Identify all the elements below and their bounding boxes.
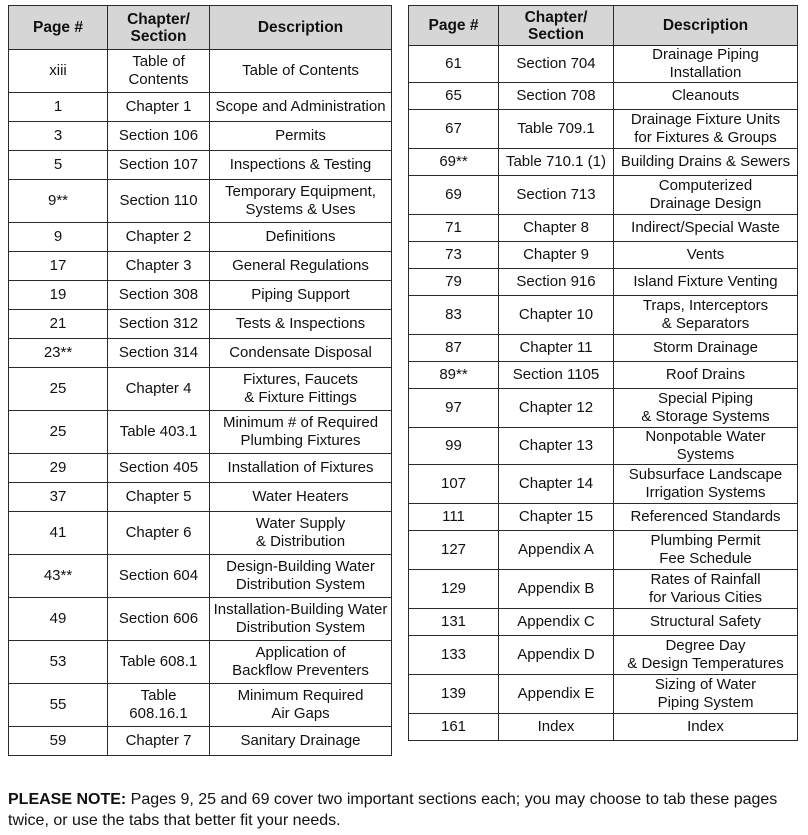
page-cell: 111: [409, 504, 499, 531]
table-row: [409, 531, 798, 570]
table-row: [409, 215, 798, 242]
table-row: [409, 46, 798, 83]
table-row: [9, 368, 392, 411]
page-cell: 9: [9, 223, 108, 252]
table-row: [409, 83, 798, 110]
page-cell: 161: [409, 714, 499, 741]
page-cell: 23**: [9, 339, 108, 368]
chapter-cell: Section 312: [108, 310, 210, 339]
chapter-cell: Appendix E: [499, 675, 614, 714]
page-cell: 71: [409, 215, 499, 242]
description-cell: Water Heaters: [210, 483, 392, 512]
chapter-cell: Section 110: [108, 180, 210, 223]
chapter-cell: Section 308: [108, 281, 210, 310]
page-cell: 9**: [9, 180, 108, 223]
page-cell: 49: [9, 598, 108, 641]
description-cell: Piping Support: [210, 281, 392, 310]
description-cell: Computerized Drainage Design: [614, 176, 798, 215]
description-cell: Condensate Disposal: [210, 339, 392, 368]
chapter-cell: Section 916: [499, 269, 614, 296]
page-cell: 139: [409, 675, 499, 714]
header-chapter: Chapter/ Section: [108, 6, 210, 50]
description-cell: Fixtures, Faucets & Fixture Fittings: [210, 368, 392, 411]
chapter-cell: Appendix C: [499, 609, 614, 636]
description-cell: Application of Backflow Preventers: [210, 641, 392, 684]
page-cell: 29: [9, 454, 108, 483]
table-row: [9, 598, 392, 641]
table-row: [409, 110, 798, 149]
description-cell: Inspections & Testing: [210, 151, 392, 180]
header-chapter: Chapter/ Section: [499, 6, 614, 46]
description-cell: Rates of Rainfall for Various Cities: [614, 570, 798, 609]
description-cell: Plumbing Permit Fee Schedule: [614, 531, 798, 570]
page-cell: 25: [9, 411, 108, 454]
page-cell: 1: [9, 93, 108, 122]
chapter-cell: Section 604: [108, 555, 210, 598]
page-cell: 127: [409, 531, 499, 570]
description-cell: Degree Day & Design Temperatures: [614, 636, 798, 675]
table-row: [409, 362, 798, 389]
chapter-cell: Table 608.1: [108, 641, 210, 684]
table-row: [9, 641, 392, 684]
header-page: Page #: [9, 6, 108, 50]
header-description: Description: [614, 6, 798, 46]
description-cell: Installation-Building Water Distribution System: [210, 598, 392, 641]
chapter-cell: Chapter 1: [108, 93, 210, 122]
chapter-cell: Appendix A: [499, 531, 614, 570]
page-cell: 69: [409, 176, 499, 215]
header-row: [409, 6, 798, 46]
header-row: [9, 6, 392, 50]
page-cell: 131: [409, 609, 499, 636]
chapter-cell: Table of Contents: [108, 50, 210, 93]
description-cell: Nonpotable Water Systems: [614, 428, 798, 465]
description-cell: Roof Drains: [614, 362, 798, 389]
page-cell: 87: [409, 335, 499, 362]
chapter-cell: Chapter 7: [108, 727, 210, 756]
page-cell: 5: [9, 151, 108, 180]
page-cell: 37: [9, 483, 108, 512]
page-cell: 61: [409, 46, 499, 83]
page-cell: 99: [409, 428, 499, 465]
page-cell: 21: [9, 310, 108, 339]
table-row: [409, 714, 798, 741]
table-row: [409, 504, 798, 531]
table-row: [9, 684, 392, 727]
description-cell: Building Drains & Sewers: [614, 149, 798, 176]
table-row: [409, 570, 798, 609]
description-cell: Index: [614, 714, 798, 741]
table-row: [409, 609, 798, 636]
page-cell: 69**: [409, 149, 499, 176]
page-cell: 55: [9, 684, 108, 727]
table-row: [409, 636, 798, 675]
header-page: Page #: [409, 6, 499, 46]
description-cell: Referenced Standards: [614, 504, 798, 531]
chapter-cell: Chapter 4: [108, 368, 210, 411]
chapter-cell: Chapter 3: [108, 252, 210, 281]
chapter-cell: Section 704: [499, 46, 614, 83]
table-row: [9, 252, 392, 281]
description-cell: Permits: [210, 122, 392, 151]
page-cell: 25: [9, 368, 108, 411]
chapter-cell: Appendix B: [499, 570, 614, 609]
description-cell: Traps, Interceptors & Separators: [614, 296, 798, 335]
description-cell: Temporary Equipment, Systems & Uses: [210, 180, 392, 223]
note-text: Pages 9, 25 and 69 cover two important sections each; you may choose to tab these pages twice, or use the tabs that better fit your needs.: [8, 791, 778, 829]
left-index-table: [8, 5, 392, 756]
description-cell: Water Supply & Distribution: [210, 512, 392, 555]
page-cell: 43**: [9, 555, 108, 598]
table-row: [9, 483, 392, 512]
chapter-cell: Chapter 14: [499, 465, 614, 504]
chapter-cell: Chapter 6: [108, 512, 210, 555]
chapter-cell: Index: [499, 714, 614, 741]
table-row: [9, 122, 392, 151]
table-row: [9, 50, 392, 93]
page-cell: 19: [9, 281, 108, 310]
page-cell: 73: [409, 242, 499, 269]
chapter-cell: Chapter 5: [108, 483, 210, 512]
page-cell: xiii: [9, 50, 108, 93]
description-cell: Drainage Piping Installation: [614, 46, 798, 83]
description-cell: Drainage Fixture Units for Fixtures & Groups: [614, 110, 798, 149]
page-cell: 67: [409, 110, 499, 149]
chapter-cell: Chapter 15: [499, 504, 614, 531]
description-cell: Subsurface Landscape Irrigation Systems: [614, 465, 798, 504]
table-row: [409, 335, 798, 362]
description-cell: Design-Building Water Distribution System: [210, 555, 392, 598]
description-cell: Sizing of Water Piping System: [614, 675, 798, 714]
table-row: [9, 727, 392, 756]
description-cell: Vents: [614, 242, 798, 269]
table-row: [9, 310, 392, 339]
note-label: PLEASE NOTE:: [8, 791, 127, 808]
page-cell: 17: [9, 252, 108, 281]
description-cell: Indirect/Special Waste: [614, 215, 798, 242]
header-description: Description: [210, 6, 392, 50]
chapter-cell: Section 107: [108, 151, 210, 180]
chapter-cell: Section 106: [108, 122, 210, 151]
page-cell: 89**: [409, 362, 499, 389]
table-row: [9, 151, 392, 180]
description-cell: Island Fixture Venting: [614, 269, 798, 296]
table-row: [9, 555, 392, 598]
page-cell: 41: [9, 512, 108, 555]
table-row: [409, 465, 798, 504]
right-index-table: [408, 5, 798, 741]
table-row: [9, 281, 392, 310]
chapter-cell: Appendix D: [499, 636, 614, 675]
description-cell: Sanitary Drainage: [210, 727, 392, 756]
description-cell: Tests & Inspections: [210, 310, 392, 339]
table-row: [409, 269, 798, 296]
description-cell: Table of Contents: [210, 50, 392, 93]
table-row: [409, 242, 798, 269]
chapter-cell: Chapter 13: [499, 428, 614, 465]
description-cell: Scope and Administration: [210, 93, 392, 122]
description-cell: Cleanouts: [614, 83, 798, 110]
description-cell: Storm Drainage: [614, 335, 798, 362]
table-row: [9, 411, 392, 454]
table-row: [409, 675, 798, 714]
chapter-cell: Section 606: [108, 598, 210, 641]
chapter-cell: Table 710.1 (1): [499, 149, 614, 176]
chapter-cell: Chapter 8: [499, 215, 614, 242]
chapter-cell: Chapter 11: [499, 335, 614, 362]
page-cell: 129: [409, 570, 499, 609]
page-cell: 79: [409, 269, 499, 296]
page-cell: 107: [409, 465, 499, 504]
page-cell: 3: [9, 122, 108, 151]
description-cell: Structural Safety: [614, 609, 798, 636]
description-cell: General Regulations: [210, 252, 392, 281]
description-cell: Minimum # of Required Plumbing Fixtures: [210, 411, 392, 454]
page-cell: 53: [9, 641, 108, 684]
chapter-cell: Chapter 12: [499, 389, 614, 428]
chapter-cell: Section 314: [108, 339, 210, 368]
table-row: [9, 512, 392, 555]
page-cell: 59: [9, 727, 108, 756]
please-note: [8, 789, 803, 831]
chapter-cell: Section 713: [499, 176, 614, 215]
chapter-cell: Chapter 9: [499, 242, 614, 269]
page-cell: 133: [409, 636, 499, 675]
table-row: [409, 296, 798, 335]
chapter-cell: Chapter 2: [108, 223, 210, 252]
description-cell: Minimum Required Air Gaps: [210, 684, 392, 727]
description-cell: Definitions: [210, 223, 392, 252]
chapter-cell: Table 709.1: [499, 110, 614, 149]
table-row: [9, 454, 392, 483]
table-row: [9, 180, 392, 223]
table-row: [409, 428, 798, 465]
table-row: [409, 176, 798, 215]
description-cell: Installation of Fixtures: [210, 454, 392, 483]
table-row: [409, 149, 798, 176]
description-cell: Special Piping & Storage Systems: [614, 389, 798, 428]
chapter-cell: Section 708: [499, 83, 614, 110]
page-cell: 65: [409, 83, 499, 110]
chapter-cell: Section 1105: [499, 362, 614, 389]
table-row: [9, 223, 392, 252]
table-row: [9, 339, 392, 368]
table-row: [409, 389, 798, 428]
table-row: [9, 93, 392, 122]
page-cell: 83: [409, 296, 499, 335]
chapter-cell: Chapter 10: [499, 296, 614, 335]
page-cell: 97: [409, 389, 499, 428]
chapter-cell: Table 608.16.1: [108, 684, 210, 727]
chapter-cell: Table 403.1: [108, 411, 210, 454]
chapter-cell: Section 405: [108, 454, 210, 483]
